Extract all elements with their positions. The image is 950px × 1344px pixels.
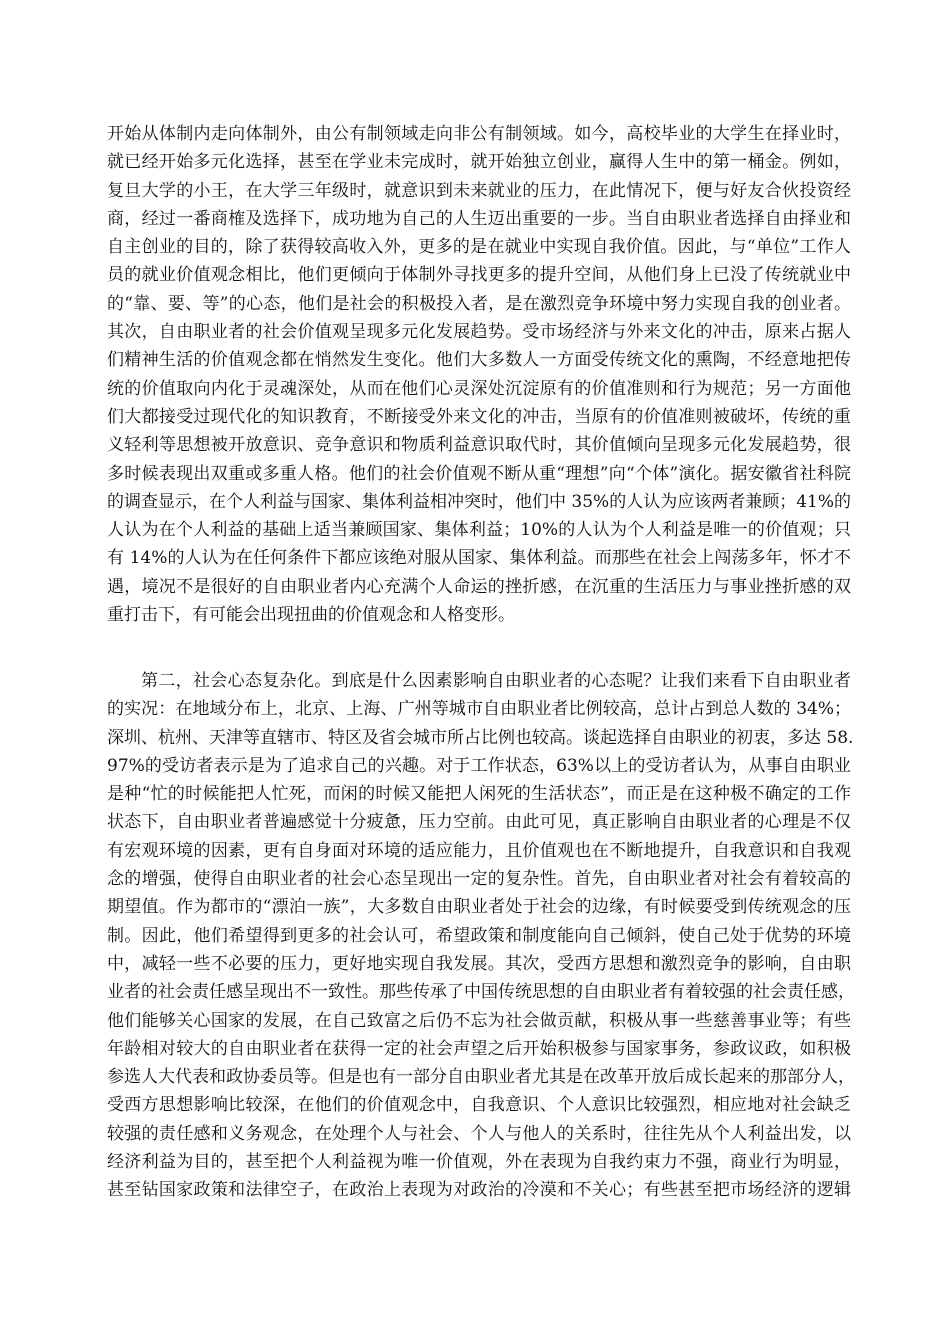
text-line: 复旦大学的小王，在大学三年级时，就意识到未来就业的压力，在此情况下，便与好友合伙投资经 xyxy=(107,180,851,201)
text-line: 自主创业的目的，除了获得较高收入外，更多的是在就业中实现自我价值。因此，与“单位”工作人 xyxy=(107,237,851,258)
text-line: 深圳、杭州、天津等直辖市、特区及省会城市所占比例也较高。谈起选择自由职业的初衷，多达 58. xyxy=(107,727,854,748)
text-line: 统的价值取向内化于灵魂深处，从而在他们心灵深处沉淀原有的价值准则和行为规范；另一方面他 xyxy=(107,378,851,399)
text-line: 年龄相对较大的自由职业者在获得一定的社会声望之后开始积极参与国家事务，参政议政，如积极 xyxy=(107,1038,851,1059)
text-line: 参选人大代表和政协委员等。但是也有一部分自由职业者尤其是在改革开放后成长起来的那部分人， xyxy=(107,1067,855,1088)
text-line: 重打击下，有可能会出现扭曲的价值观念和人格变形。 xyxy=(107,605,515,626)
text-line: 义轻利等思想被开放意识、竞争意识和物质利益意识取代时，其价值倾向呈现多元化发展趋势，很 xyxy=(107,435,851,456)
text-line: 状态下，自由职业者普遍感觉十分疲惫，压力空前。由此可见，真正影响自由职业者的心理是不仅 xyxy=(107,812,851,833)
text-line: 制。因此，他们希望得到更多的社会认可，希望政策和制度能向自己倾斜，使自己处于优势的环境 xyxy=(107,925,851,946)
text-line: 97%的受访者表示是为了追求自己的兴趣。对于工作状态，63%以上的受访者认为，从事自由职业 xyxy=(107,755,851,776)
text-line: 甚至钻国家政策和法律空子，在政治上表现为对政治的冷漠和不关心；有些甚至把市场经济的逻辑 xyxy=(107,1180,851,1201)
text-line: 较强的责任感和义务观念，在处理个人与社会、个人与他人的关系时，往往先从个人利益出发，以 xyxy=(107,1123,851,1144)
text-line: 念的增强，使得自由职业者的社会心态呈现出一定的复杂性。首先，自由职业者对社会有着较高的 xyxy=(107,869,851,890)
text-line: 他们能够关心国家的发展，在自己致富之后仍不忘为社会做贡献，积极从事一些慈善事业等；有些 xyxy=(107,1010,851,1031)
text-line: 业者的社会责任感呈现出不一致性。那些传承了中国传统思想的自由职业者有着较强的社会责任感， xyxy=(107,982,855,1003)
text-line: 受西方思想影响比较深，在他们的价值观念中，自我意识、个人意识比较强烈，相应地对社会缺乏 xyxy=(107,1095,851,1116)
text-line: 是种“忙的时候能把人忙死，而闲的时候又能把人闲死的生活状态”，而正是在这种极不确定的工作 xyxy=(107,784,851,805)
text-line: 有 14%的人认为在任何条件下都应该绝对服从国家、集体利益。而那些在社会上闯荡多年，怀才不 xyxy=(107,548,851,569)
text-line: 商，经过一番商榷及选择下，成功地为自己的人生迈出重要的一步。当自由职业者选择自由择业和 xyxy=(107,208,851,229)
text-line: 就已经开始多元化选择，甚至在学业未完成时，就开始独立创业，赢得人生中的第一桶金。例如， xyxy=(107,152,851,173)
text-line: 多时候表现出双重或多重人格。他们的社会价值观不断从重“理想”向“个体”演化。据安徽省社科院 xyxy=(107,463,851,484)
text-line: 经济利益为目的，甚至把个人利益视为唯一价值观，外在表现为自我约束力不强，商业行为明显， xyxy=(107,1152,851,1173)
text-line: 有宏观环境的因素，更有自身面对环境的适应能力，且价值观也在不断地提升，自我意识和自我观 xyxy=(107,840,851,861)
text-line: 遇，境况不是很好的自由职业者内心充满个人命运的挫折感，在沉重的生活压力与事业挫折感的双 xyxy=(107,576,851,597)
text-line: 其次，自由职业者的社会价值观呈现多元化发展趋势。受市场经济与外来文化的冲击，原来占据人 xyxy=(107,322,851,343)
text-line: 开始从体制内走向体制外，由公有制领域走向非公有制领域。如今，高校毕业的大学生在择业时， xyxy=(107,124,851,144)
text-line: 员的就业价值观念相比，他们更倾向于体制外寻找更多的提升空间，从他们身上已没了传统就业中 xyxy=(107,265,851,286)
text-line: 们大都接受过现代化的知识教育，不断接受外来文化的冲击，当原有的价值准则被破坏，传统的重 xyxy=(107,406,851,427)
text-line: 人认为在个人利益的基础上适当兼顾国家、集体利益；10%的人认为个人利益是唯一的价值观；只 xyxy=(107,520,851,541)
text-line: 的“靠、要、等”的心态，他们是社会的积极投入者，是在激烈竞争环境中努力实现自我的创业者。 xyxy=(107,293,851,314)
text-line: 的实况：在地域分布上，北京、上海、广州等城市自由职业者比例较高，总计占到总人数的 34%； xyxy=(107,699,851,720)
text-line: 第二，社会心态复杂化。到底是什么因素影响自由职业者的心态呢？让我们来看下自由职业者 xyxy=(141,671,851,691)
paragraph-1 xyxy=(107,120,851,629)
text-line: 期望值。作为都市的“漂泊一族”，大多数自由职业者处于社会的边缘，有时候要受到传统观念的压 xyxy=(107,897,851,918)
text-line: 中，减轻一些不必要的压力，更好地实现自我发展。其次，受西方思想和激烈竞争的影响，自由职 xyxy=(107,953,851,974)
paragraph-2 xyxy=(107,667,855,1205)
text-line: 的调查显示，在个人利益与国家、集体利益相冲突时，他们中 35%的人认为应该两者兼顾；41%的 xyxy=(107,491,851,512)
text-line: 们精神生活的价值观念都在悄然发生变化。他们大多数人一方面受传统文化的熏陶，不经意地把传 xyxy=(107,350,851,371)
